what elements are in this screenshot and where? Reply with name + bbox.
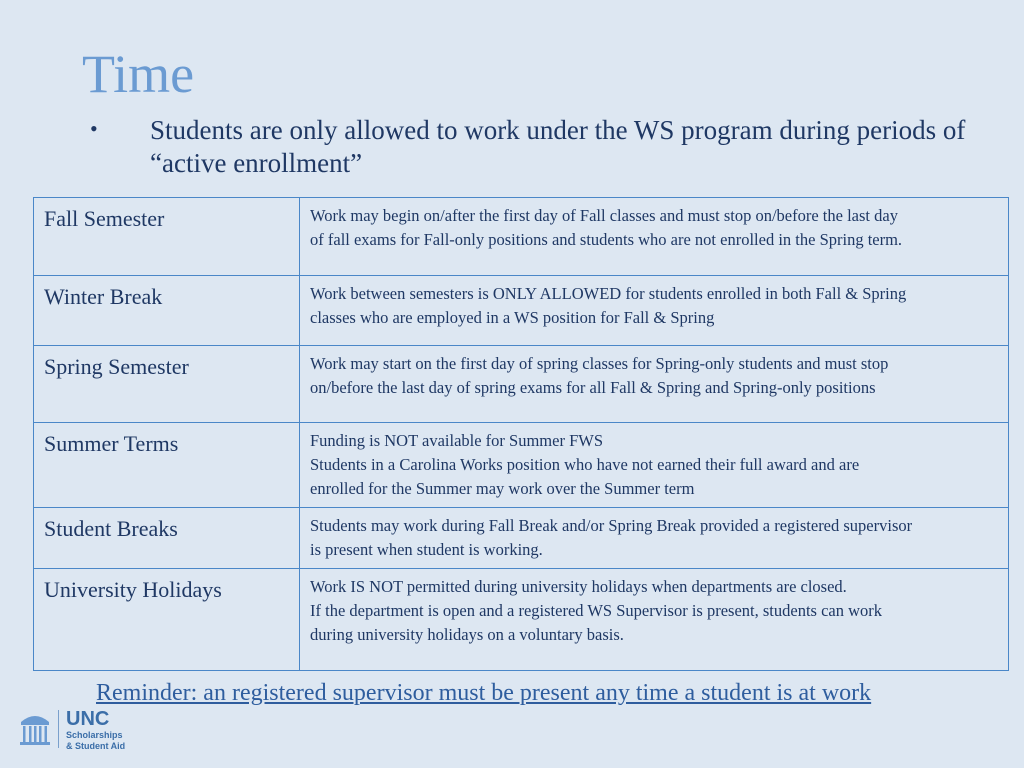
table-row [34,508,1009,569]
description-line: Work between semesters is ONLY ALLOWED for students enrolled in both Fall & Spring [310,284,907,303]
logo-text [66,708,125,752]
bullet-text: Students are only allowed to work under the WS program during periods of “active enrollment” [150,115,966,178]
unc-logo [18,708,128,752]
enrollment-periods-table [33,197,1009,671]
logo-divider [58,710,59,748]
period-description [300,508,1009,569]
bullet-marker: • [90,116,98,141]
table-row [34,276,1009,346]
period-description [300,423,1009,508]
description-line: enrolled for the Summer may work over the Summer term [310,479,695,498]
description-line: classes who are employed in a WS position for Fall & Spring [310,308,715,327]
period-label: University Holidays [34,569,300,671]
table-row [34,198,1009,276]
period-label: Student Breaks [34,508,300,569]
period-description [300,346,1009,423]
period-label: Winter Break [34,276,300,346]
description-line: Students in a Carolina Works position who have not earned their full award and are [310,455,860,474]
description-line: Work may start on the first day of spring classes for Spring-only students and must stop [310,354,889,373]
period-description [300,569,1009,671]
table-row [34,569,1009,671]
description-line: If the department is open and a registered WS Supervisor is present, students can work [310,601,883,620]
table-row [34,423,1009,508]
description-line: Work IS NOT permitted during university holidays when departments are closed. [310,577,847,596]
description-line: on/before the last day of spring exams for all Fall & Spring and Spring-only positions [310,378,876,397]
period-label: Spring Semester [34,346,300,423]
logo-line1: Scholarships [66,730,123,740]
description-line: of fall exams for Fall-only positions and students who are not enrolled in the Spring term. [310,230,903,249]
logo-unc: UNC [66,708,110,730]
reminder-link[interactable]: Reminder: an registered supervisor must be present any time a student is at work [96,680,872,706]
period-description [300,276,1009,346]
logo-line2: & Student Aid [66,741,126,751]
old-well-icon [18,710,52,748]
period-label: Summer Terms [34,423,300,508]
description-line: Students may work during Fall Break and/or Spring Break provided a registered supervisor [310,516,913,535]
slide-title: Time [82,44,195,104]
period-description [300,198,1009,276]
description-line: Funding is NOT available for Summer FWS [310,431,604,450]
period-label: Fall Semester [34,198,300,276]
table-row [34,346,1009,423]
description-line: Work may begin on/after the first day of Fall classes and must stop on/before the last day [310,206,898,225]
description-line: is present when student is working. [310,540,543,559]
description-line: during university holidays on a voluntary basis. [310,625,624,644]
